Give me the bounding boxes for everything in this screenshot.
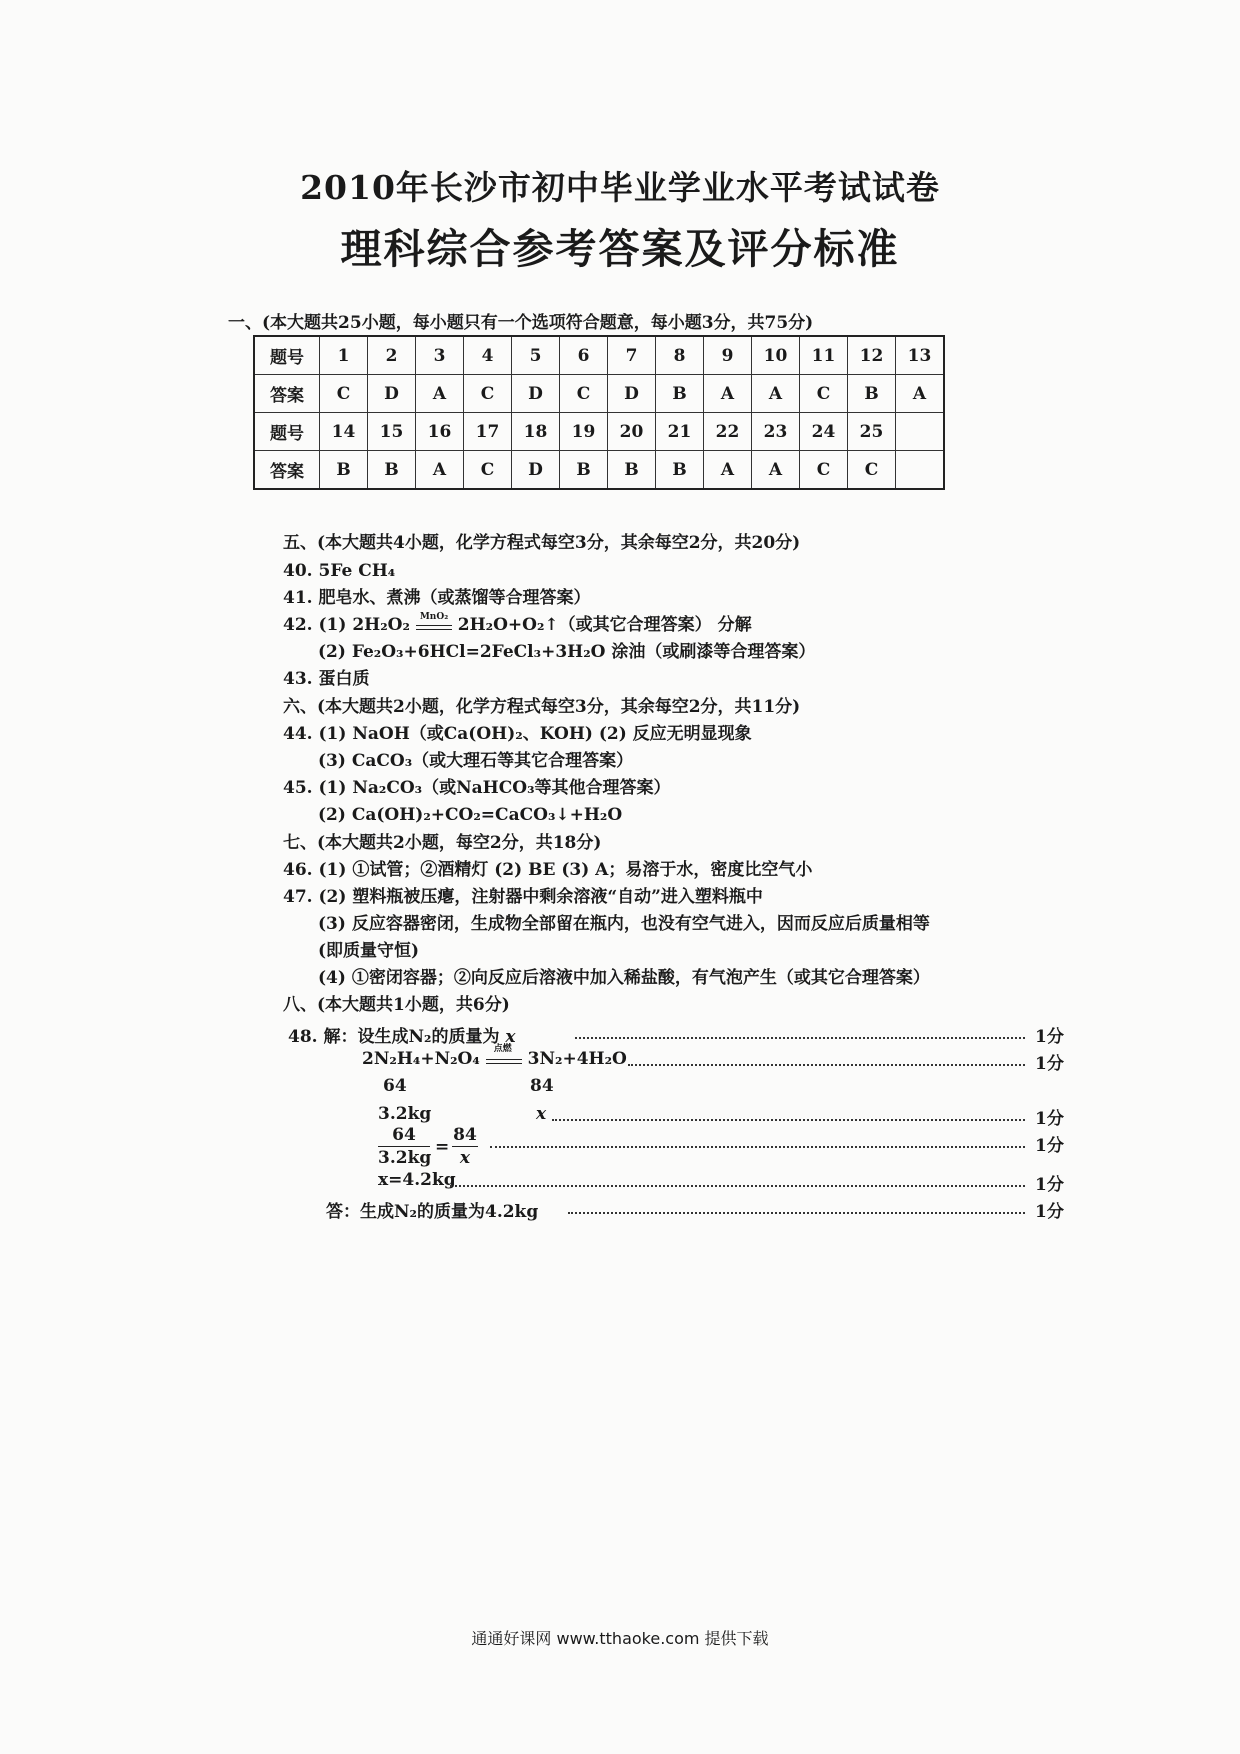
molar-mass-2: 84 — [530, 1076, 554, 1096]
q44-1-answer: 44. (1) NaOH（或Ca(OH)₂、KOH) (2) 反应无明显现象 — [283, 724, 752, 744]
section1-heading: 一、(本大题共25小题，每小题只有一个选项符合题意，每小题3分，共75分) — [228, 313, 814, 333]
answer-cell: D — [512, 375, 560, 413]
question-number-cell: 13 — [896, 336, 945, 375]
unknown-mass: x — [536, 1104, 547, 1124]
answer-cell: B — [320, 451, 368, 490]
answer-cell: D — [512, 451, 560, 490]
leader-dots — [575, 1037, 1025, 1039]
score-mark: 1分 — [1035, 1202, 1064, 1222]
frac-numerator: 64 — [392, 1125, 416, 1145]
score-mark: 1分 — [1035, 1027, 1064, 1047]
proportion-left — [378, 1125, 430, 1168]
leader-dots — [628, 1064, 1025, 1066]
answer-cell — [896, 451, 945, 490]
question-number-cell: 2 — [368, 336, 416, 375]
q40-answer: 40. 5Fe CH₄ — [283, 561, 396, 581]
q47-4-answer: (4) ①密闭容器；②向反应后溶液中加入稀盐酸，有气泡产生（或其它合理答案） — [318, 968, 930, 988]
table-row — [254, 451, 944, 490]
q44-3-answer: (3) CaCO₃（或大理石等其它合理答案） — [318, 751, 634, 771]
answer-cell: C — [800, 375, 848, 413]
answer-cell: D — [608, 375, 656, 413]
question-number-cell: 25 — [848, 413, 896, 451]
condition-label: 点燃 — [493, 1044, 512, 1054]
answer-table — [253, 335, 945, 490]
question-number-cell: 15 — [368, 413, 416, 451]
q45-2-answer: (2) Ca(OH)₂+CO₂=CaCO₃↓+H₂O — [318, 805, 623, 825]
q45-1-answer: 45. (1) Na₂CO₃（或NaHCO₃等其他合理答案） — [283, 778, 671, 798]
frac-denominator: 3.2kg — [378, 1148, 432, 1168]
question-number-cell: 17 — [464, 413, 512, 451]
answer-key-title: 理科综合参考答案及评分标准 — [340, 225, 900, 273]
question-number-cell: 12 — [848, 336, 896, 375]
table-row — [254, 336, 944, 375]
given-mass: 3.2kg — [378, 1104, 432, 1124]
table-row — [254, 375, 944, 413]
table-row — [254, 413, 944, 451]
leader-dots — [568, 1212, 1025, 1214]
answer-cell: C — [560, 375, 608, 413]
leader-dots — [490, 1146, 1025, 1148]
answer-cell: A — [752, 375, 800, 413]
equation-left: 2N₂H₄+N₂O₄ — [362, 1049, 480, 1069]
answer-cell: B — [608, 451, 656, 490]
q41-answer: 41. 肥皂水、煮沸（或蒸馏等合理答案） — [283, 588, 591, 608]
answer-cell: B — [560, 451, 608, 490]
question-number-cell: 11 — [800, 336, 848, 375]
row-label-answer: 答案 — [254, 451, 320, 490]
answer-cell: A — [704, 375, 752, 413]
section7-heading: 七、(本大题共2小题，每空2分，共18分) — [283, 833, 602, 853]
molar-mass-1: 64 — [383, 1076, 407, 1096]
exam-title: 2010年长沙市初中毕业学业水平考试试卷 — [300, 168, 940, 207]
q42-1-suffix: 2H₂O+O₂↑（或其它合理答案） 分解 — [457, 615, 752, 635]
question-number-cell — [896, 413, 945, 451]
answer-cell: C — [464, 375, 512, 413]
question-number-cell: 10 — [752, 336, 800, 375]
q48-var: x — [505, 1027, 516, 1047]
q48-setup — [288, 1022, 516, 1047]
proportion-right — [452, 1125, 478, 1168]
question-number-cell: 16 — [416, 413, 464, 451]
answer-cell: C — [848, 451, 896, 490]
q47-3-answer: (3) 反应容器密闭，生成物全部留在瓶内，也没有空气进入，因而反应后质量相等 — [318, 914, 930, 934]
question-number-cell: 14 — [320, 413, 368, 451]
equation-right: 3N₂+4H₂O — [527, 1049, 627, 1069]
question-number-cell: 19 — [560, 413, 608, 451]
q47-3-note: (即质量守恒) — [318, 941, 420, 961]
answer-cell: D — [368, 375, 416, 413]
score-mark: 1分 — [1035, 1109, 1064, 1129]
answer-cell: B — [368, 451, 416, 490]
question-number-cell: 5 — [512, 336, 560, 375]
question-number-cell: 24 — [800, 413, 848, 451]
answer-cell: A — [416, 375, 464, 413]
equation — [362, 1044, 627, 1069]
answer-cell: A — [752, 451, 800, 490]
answer-cell: B — [656, 375, 704, 413]
question-number-cell: 1 — [320, 336, 368, 375]
frac-denominator: x — [459, 1148, 471, 1168]
answer-cell: C — [800, 451, 848, 490]
question-number-cell: 22 — [704, 413, 752, 451]
q48-label: 48. 解：设生成N₂的质量为 — [288, 1027, 500, 1047]
question-number-cell: 3 — [416, 336, 464, 375]
answer-cell: B — [656, 451, 704, 490]
row-label-answer: 答案 — [254, 375, 320, 413]
leader-dots — [552, 1119, 1025, 1121]
score-mark: 1分 — [1035, 1054, 1064, 1074]
leader-dots — [450, 1185, 1025, 1187]
question-number-cell: 6 — [560, 336, 608, 375]
row-label-number: 题号 — [254, 413, 320, 451]
footer-credit: 通通好课网 www.tthaoke.com 提供下载 — [471, 1629, 769, 1648]
question-number-cell: 8 — [656, 336, 704, 375]
reaction-arrow — [416, 612, 452, 630]
answer-cell: A — [416, 451, 464, 490]
q42-1-prefix: 42. (1) 2H₂O₂ — [283, 615, 410, 635]
final-answer: 答：生成N₂的质量为4.2kg — [326, 1202, 539, 1222]
answer-cell: A — [896, 375, 945, 413]
catalyst-label: MnO₂ — [419, 612, 449, 622]
answer-cell: B — [848, 375, 896, 413]
q42-2-answer: (2) Fe₂O₃+6HCl=2FeCl₃+3H₂O 涂油（或刷漆等合理答案） — [318, 642, 816, 662]
q47-2-answer: 47. (2) 塑料瓶被压瘪，注射器中剩余溶液“自动”进入塑料瓶中 — [283, 887, 763, 907]
q42-1-answer — [283, 612, 752, 635]
question-number-cell: 21 — [656, 413, 704, 451]
answer-cell: C — [320, 375, 368, 413]
question-number-cell: 23 — [752, 413, 800, 451]
question-number-cell: 9 — [704, 336, 752, 375]
section8-heading: 八、(本大题共1小题，共6分) — [283, 995, 510, 1015]
row-label-number: 题号 — [254, 336, 320, 375]
frac-numerator: 84 — [453, 1125, 477, 1145]
section5-heading: 五、(本大题共4小题，化学方程式每空3分，其余每空2分，共20分) — [283, 533, 801, 553]
q46-answer: 46. (1) ①试管；②酒精灯 (2) BE (3) A；易溶于水，密度比空气小 — [283, 860, 813, 880]
question-number-cell: 7 — [608, 336, 656, 375]
q43-answer: 43. 蛋白质 — [283, 669, 370, 689]
question-number-cell: 4 — [464, 336, 512, 375]
question-number-cell: 18 — [512, 413, 560, 451]
proportion-equals: = — [435, 1137, 450, 1157]
section6-heading: 六、(本大题共2小题，化学方程式每空3分，其余每空2分，共11分) — [283, 697, 801, 717]
answer-cell: C — [464, 451, 512, 490]
result: x=4.2kg — [378, 1170, 456, 1190]
score-mark: 1分 — [1035, 1136, 1064, 1156]
score-mark: 1分 — [1035, 1175, 1064, 1195]
reaction-arrow — [486, 1044, 522, 1064]
question-number-cell: 20 — [608, 413, 656, 451]
answer-cell: A — [704, 451, 752, 490]
